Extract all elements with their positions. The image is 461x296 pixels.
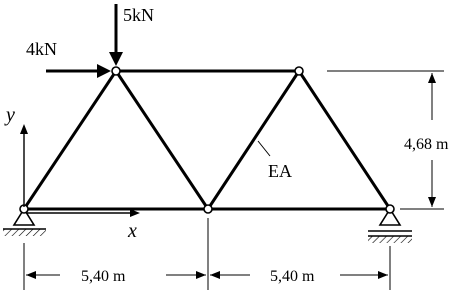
joint-top-left: [112, 67, 120, 75]
diagonal-left-outer: [24, 71, 116, 209]
span-left-label: 5,40 m: [81, 268, 126, 285]
diagonal-left-inner: [116, 71, 208, 209]
vertical-load-arrow: [109, 4, 123, 66]
height-dimension-label: 4,68 m: [404, 136, 449, 153]
joint-top-right: [295, 67, 303, 75]
diagonal-right-inner: [208, 71, 299, 209]
x-axis-label: x: [128, 220, 137, 242]
coordinate-axes: [20, 124, 140, 217]
horizontal-load-label: 4kN: [26, 39, 57, 59]
member-label: EA: [268, 161, 292, 181]
y-axis-label: y: [6, 104, 15, 126]
vertical-load-label: 5kN: [123, 5, 154, 25]
member-label-leader: [258, 141, 270, 156]
span-dimensions: [24, 218, 390, 290]
horizontal-load-arrow: [46, 64, 111, 78]
truss-members: [24, 71, 390, 209]
truss-joints: [112, 67, 303, 213]
diagonal-right-outer: [299, 71, 390, 209]
joint-bottom-middle: [204, 205, 212, 213]
right-roller-support: [368, 205, 412, 243]
span-right-label: 5,40 m: [270, 268, 315, 285]
